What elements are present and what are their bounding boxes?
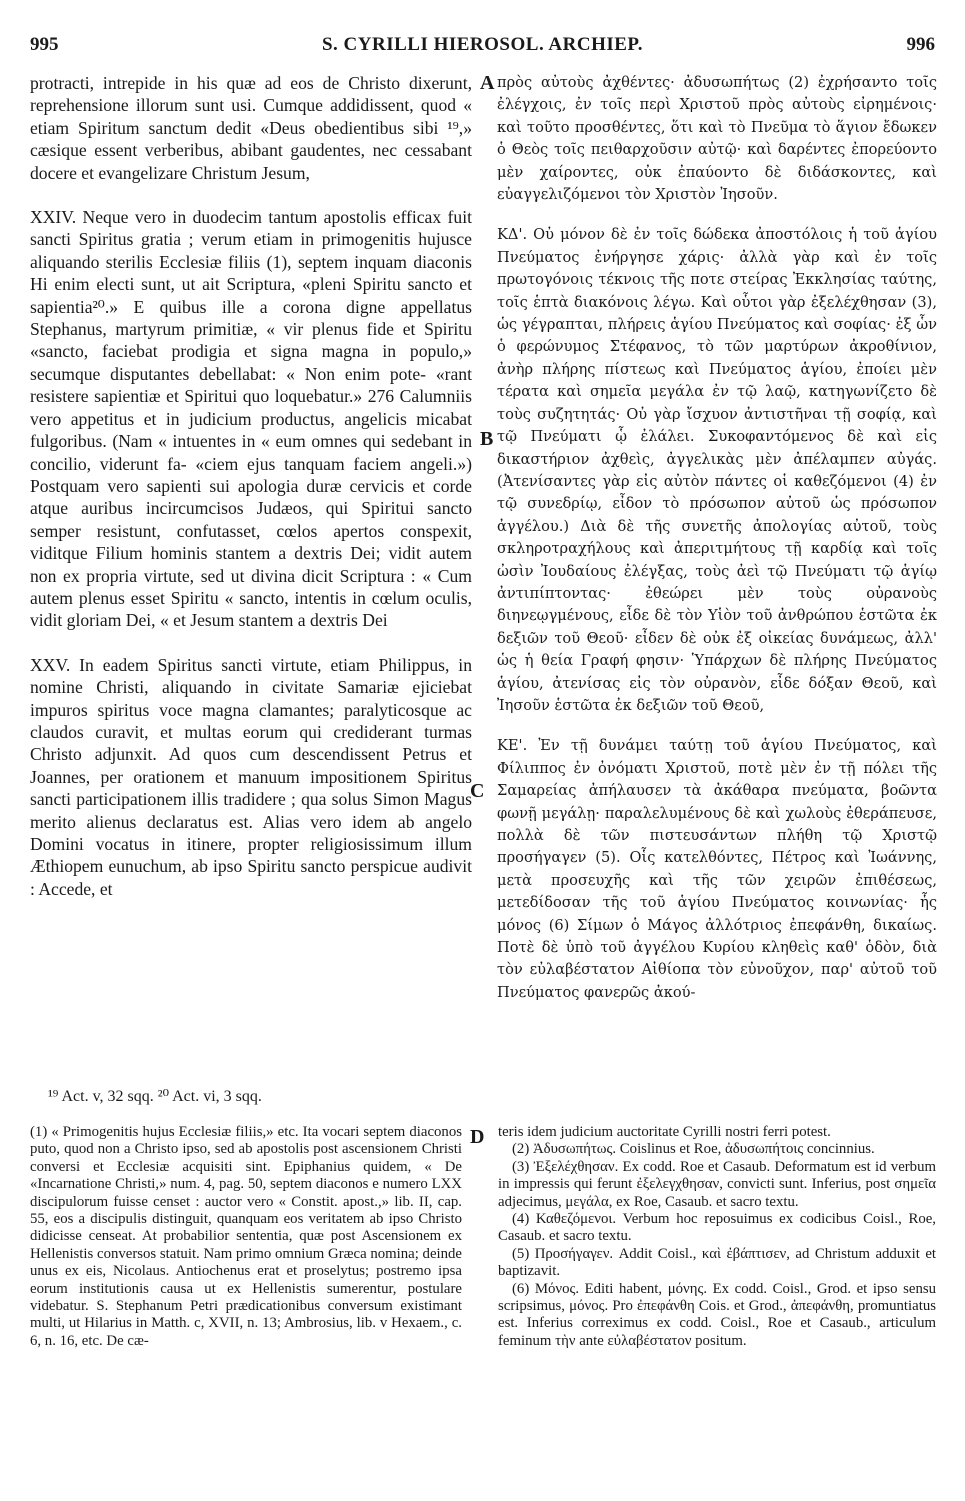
margin-letter-a: A xyxy=(480,72,495,94)
margin-letter-d: D xyxy=(470,1126,485,1148)
greek-paragraph-kd: ΚΔ'. Οὐ μόνον δὲ ἐν τοῖς δώδεκα ἀποστόλοις ἡ τοῦ ἁγίου Πνεύματος ἐνήργησε χάρις· ἀλλὰ γὰρ καὶ ἐν τοῖς πρωτογόνοις τέκνοις τῆς ποτε στείρας Ἐκκλησίας ταύτης, τοῖς ἑπτὰ διακόνοις λέγω. Καὶ οὗτοι γὰρ ἐξελέχθησαν (3), ὡς γέγραπται, πλήρεις ἁγίου Πνεύματος καὶ σοφίας· ἐξ ὧν ὁ φερώνυμος Στέφανος, τὸ τῶν μαρτύρων ἀκροθίνιον, ἀνὴρ πλήρης πίστεως καὶ Πνεύματος ἁγίου, ἐποίει μὲν τέρατα καὶ σημεῖα μεγάλα ἐν τῷ λαῷ, κατηγωνίζετο δὲ τοὺς συζητητάς· Οὐ γὰρ ἴσχυον ἀντιστῆναι τῇ σοφίᾳ, καὶ τῷ Πνεύματι ᾧ ἐλάλει. Συκοφαντόμενος δὲ καὶ εἰς δικαστήριον ἀχθεὶς, ἀγγελικὰς μὲν ἀπέλαμπεν αὐγάς. (Ἀτενίσαντες γὰρ εἰς αὐτὸν πάντες οἱ καθεζόμενοι (4) ἐν τῷ συνεδρίῳ, εἶδον τὸ πρόσωπον αὐτοῦ ὡς πρόσωπον ἀγγέλου.) Διὰ δὲ τῆς συνετῆς ἀπολογίας αὐτοῦ, τοὺς σκληροτραχήλους καὶ ἀπεριτμήτους τῇ καρδίᾳ καὶ τοῖς ὠσὶν Ἰουδαίους ἐλέγξας, τοὺς ἀεὶ τῷ Πνεύματι τῷ ἁγίῳ ἀντιπίπτοντας· ἐθεώρει μὲν τοὺς οὐρανοὺς διηνεῳγμένους, εἶδε δὲ τὸν Υἱὸν τοῦ ἀνθρώπου ἑστῶτα ἐκ δεξιῶν τοῦ Θεοῦ· εἶδεν δὲ οὐκ ἐξ οἰκείας δυνάμεως, ἀλλ' ὡς ἡ θεία Γραφή φησιν· Ὑπάρχων δὲ πλήρης Πνεύματος ἁγίου, ἀτενίσας εἰς τὸν οὐρανὸν, εἶδε δόξαν Θεοῦ, καὶ Ἰησοῦν ἑστῶτα ἐκ δεξιῶν τοῦ Θεοῦ, xyxy=(497,226,937,714)
latin-paragraph-1: protracti, intrepide in his quæ ad eos de Christo dixerunt, reprehensione illorum sunt usi. Cumque addidissent, quod « etiam Spiritum sanctum dedit «Deus obedientibus sibi ¹⁹,» cæsique essent verberibus, abibant gaudentes, nec cessabant docere et evangelizare Christum Jesum, xyxy=(30,73,472,183)
latin-paragraph-xxv: XXV. In eadem Spiritus sancti virtute, etiam Philippus, in nomine Christi, aliquando in civitate Samariæ ejiciebat impuros spiritus voce magna clamantes; paralyticosque ac claudos curavit, et multas eorum qui crediderant turmas Christo adjunxit. Ad quos cum descendissent Petrus et Joannes, per orationem et manuum impositionem Spiritus sancti participationem illis tradidere ; qua solus Simon Magus merito alienus declaratus est. Alias vero idem ab angelo Domini vocatus in itinere, propter religiosissimum illum Æthiopem eunuchum, ab ipso Spiritu sancto perspicue audivit : Accede, et xyxy=(30,654,472,899)
note-4: (4) Καθεζόμενοι. Verbum hoc reposuimus ex codicibus Coisl., Roe, Casaub. et sacro textu. xyxy=(498,1211,936,1245)
note-6: (6) Μόνος. Editi habent, μόνης. Ex codd. Coisl., Grod. et ipso sensu scripsimus, μόνος. Pro ἐπεφάνθη Cois. et Grod., ἀπεφάνθη, promuntiatus est. Inferius correximus ex codd. Coisl., Roe et Casaub., articulum feminum τὴν ante εὐλαβέστατον positum. xyxy=(498,1280,936,1349)
note-5: (5) Προσήγαγεν. Addit Coisl., καὶ ἐβάπτισεν, ad Christum adduxit et baptizavit. xyxy=(498,1245,936,1280)
margin-letter-c: C xyxy=(470,780,485,802)
running-head xyxy=(30,34,935,58)
note-2: (2) Ἀδυσωπήτως. Coislinus et Roe, ἀδυσωπήτοις concinnius. xyxy=(512,1141,875,1158)
running-title: S. CYRILLI HIEROSOL. ARCHIEP. xyxy=(321,34,644,55)
notes-right-column xyxy=(498,1124,936,1350)
greek-column xyxy=(497,72,937,1004)
notes-left-column xyxy=(30,1124,462,1350)
latin-column xyxy=(30,72,472,900)
note-3: (3) Ἐξελέχθησαν. Ex codd. Roe et Casaub. Deformatum est id verbum in impressis qui ferunt ἐξελεγχθησαν, convicti sunt. Inferius, post σημεῖα adjecimus, μεγάλα, ex Roe, Casaub. et sacro textu. xyxy=(498,1158,936,1210)
latin-paragraph-xxiv: XXIV. Neque vero in duodecim tantum apostolis efficax fuit sancti Spiritus gratia ; verum etiam in primogenitis hujusce aliquando sterilis Ecclesiæ filiis (1), septem inquam diaconis Hi enim electi sunt, ut ait Scriptura, «pleni Spiritu sancto et sapientia²⁰.» E quibus ille a corona digne appellatus Stephanus, martyrum primitiæ, « vir plenus fide et Spiritu «sancto, faciebat prodigia et signa magna in populo,» secumque disputantes debellabat: « Non enim pote- «rant resistere sapientiæ et Spiritui quo loquebatur.» 276 Calumniis vero appetitus et in judicium productus, angelicis micabat fulgoribus. (Nam « intuentes in « eum omnes qui sedebant in concilio, viderunt fa- «ciem ejus tanquam faciem angeli.») Postquam vero sapienti sui apologia duræ cervicis et corde atque auribus incircumcisos Judæos, qui Spiritui sancto semper resistunt, confutasset, cœlos apertos conspexit, viditque Filium hominis stantem a dextris Dei; vidit autem non ex propria virtute, sed ut divina dicit Scriptura : « Cum autem plenus esset Spiritu « sancto, intentis in cœlum oculis, vidit gloriam Dei, « et Jesum stantem a dextris Dei xyxy=(30,207,472,631)
note-1: (1) « Primogenitis hujus Ecclesiæ filiis,» etc. Ita vocari septem diaconos puto, quod non a Christo ipso, sed ab apostolis post ascensionem Christi conversi et Ecclesiæ acquisiti sint. Epiphanius quidem, « De «Incarnatione Christi,» num. 4, pag. 50, septem diaconos e numero LXX discipulorum fuisse censet : auctor vero « Constit. apost.,» lib. II, cap. 55, eos a discipulis distinguit, quanquam eos veritatem ab ipso Christo didicisse censeat. At probabilior sententia, quæ post Ascensionem ex Hellenistis conversos statuit. Nam primo omnium Græca nomina; deinde unus ex eis, Nicolaus. Antiochenus erat et proselytus; postremo ipsa eorum institutionis causa ut ex Hellenistis sumerentur, postulare videbatur. S. Stephanum Petri prædicationibus conversum existimant multi, ut Hilarius in Matth. c, XVII, n. 13; Ambrosius, lib. v Hexaem., c. 6, n. 16, etc. De cæ- xyxy=(30,1124,462,1349)
note-1-continued: teris idem judicium auctoritate Cyrilli nostri ferri potest. xyxy=(498,1124,831,1140)
page-number-left: 995 xyxy=(30,34,59,55)
greek-paragraph-ke: ΚΕ'. Ἐν τῇ δυνάμει ταύτῃ τοῦ ἁγίου Πνεύματος, καὶ Φίλιππος ἐν ὀνόματι Χριστοῦ, ποτὲ μὲν ἐν τῇ πόλει τῆς Σαμαρείας ἀπήλαυσεν τὰ ἀκάθαρα πνεύματα, βοῶντα φωνῇ μεγάλῃ· παραλελυμένους δὲ καὶ χωλοὺς ἐθεράπευσε, πολλὰ δὲ τῶν πιστευσάντων πλήθη τῷ Χριστῷ προσήγαγεν (5). Οἷς κατελθόντες, Πέτρος καὶ Ἰωάννης, μετὰ προσευχῆς καὶ τῆς τῶν χειρῶν ἐπιθέσεως, μετεδίδοσαν τῆς τοῦ ἁγίου Πνεύματος κοινωνίας· ἧς μόνος (6) Σίμων ὁ Μάγος ἀλλότριος ἐπεφάνθη, δικαίως. Ποτὲ δὲ ὑπὸ τοῦ ἀγγέλου Κυρίου κληθεὶς καθ' ὁδὸν, διὰ τὸν εὐλαβέστατον Αἰθίοπα τὸν εὐνοῦχον, παρ' αὐτοῦ τοῦ Πνεύματος φανερῶς ἀκού- xyxy=(497,737,937,1001)
greek-paragraph-1: πρὸς αὐτοὺς ἀχθέντες· ἀδυσωπήτως (2) ἐχρήσαντο τοῖς ἐλέγχοις, ἐν τοῖς περὶ Χριστοῦ πρὸς αὐτοὺς εἰρημένοις· καὶ τοῦτο προσθέντες, ὅτι καὶ τὸ Πνεῦμα τὸ ἅγιον ἔδωκεν ὁ Θεὸς τοῖς πειθαρχοῦσιν αὐτῷ· καὶ δαρέντες ἐπορεύοντο μὲν χαίροντες, οὐκ ἐπαύοντο δὲ διδάσκοντες, καὶ εὐαγγελιζόμενοι τὸν Χριστὸν Ἰησοῦν. xyxy=(497,74,937,204)
scripture-references: ¹⁹ Act. v, 32 sqq. ²⁰ Act. vi, 3 sqq. xyxy=(48,1088,262,1105)
page-number-right: 996 xyxy=(906,34,935,55)
margin-letter-b: B xyxy=(480,428,494,450)
